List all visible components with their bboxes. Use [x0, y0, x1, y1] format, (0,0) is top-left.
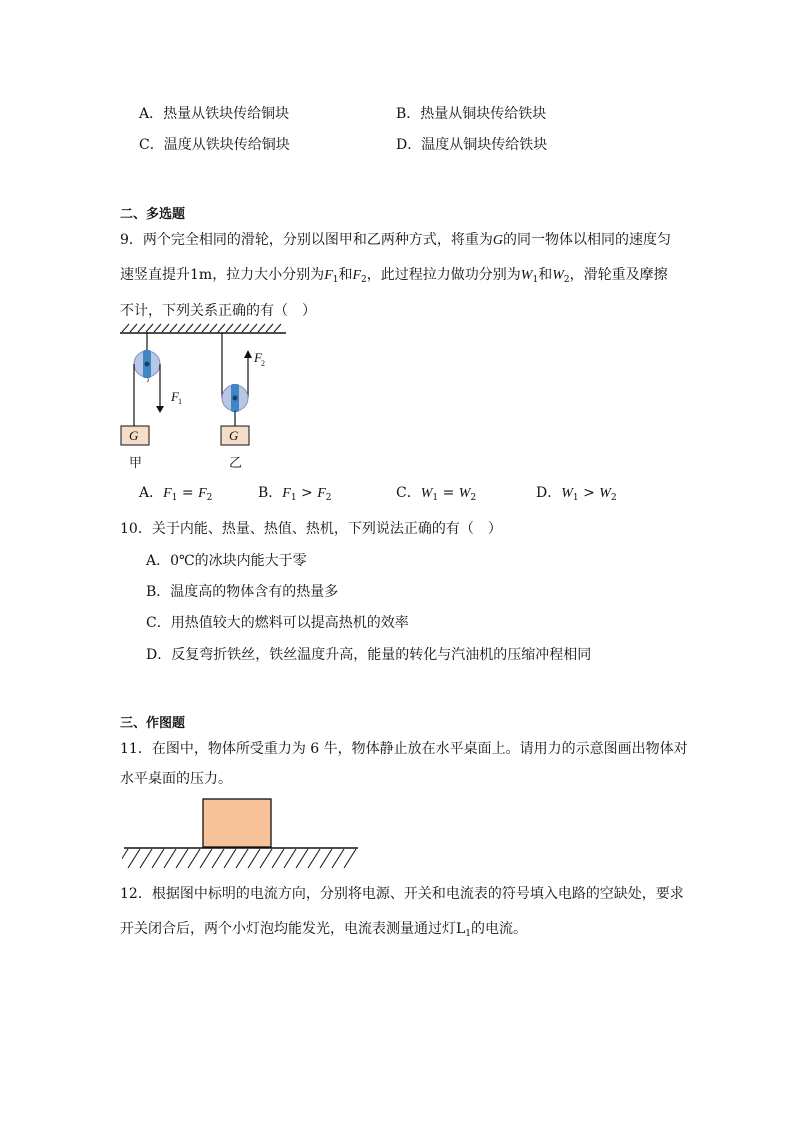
svg-text:G: G: [229, 428, 239, 443]
q8-option-c: C．温度从铁块传给铜块: [139, 137, 290, 153]
f2-label: F: [254, 350, 262, 365]
table-hatch: [122, 849, 356, 868]
q11-stem-line1: 11．在图中，物体所受重力为 6 牛，物体静止放在水平桌面上。请用力的示意图画出物体对: [120, 741, 688, 757]
q9-option-c: C．$W_1 = W_2$: [396, 485, 477, 503]
q10-option-b: B．温度高的物体含有的热量多: [146, 584, 339, 600]
q9-stem-line2: 速竖直提升1m，拉力大小分别为$F_1$和$F_2$，此过程拉力做功分别为$W_1$和$W_2$，滑轮重及摩擦: [120, 267, 668, 285]
ceiling-hatch: [122, 324, 281, 332]
f1-label: F: [171, 389, 179, 404]
q9-stem-line3: 不计，下列关系正确的有（ ）: [120, 303, 316, 319]
f1-label-sub: 1: [178, 397, 182, 406]
section-title-multiple-choice: 二、多选题: [120, 207, 186, 222]
object-block: [203, 799, 271, 847]
q9-option-a: A．$F_1 = F_2$: [139, 485, 213, 503]
label-yi: 乙: [229, 455, 243, 470]
q9-option-b: B．$F_1 > F_2$: [258, 485, 332, 503]
f1-arrow-head: [156, 406, 164, 413]
q10-option-a: A．0℃的冰块内能大于零: [146, 553, 307, 569]
section-title-drawing: 三、作图题: [120, 716, 186, 731]
q12-stem-line1: 12．根据图中标明的电流方向，分别将电源、开关和电流表的符号填入电路的空缺处，要求: [120, 886, 684, 902]
q8-option-b: B．热量从铜块传给铁块: [396, 106, 547, 122]
q12-stem-line2: 开关闭合后，两个小灯泡均能发光，电流表测量通过灯$L_1$的电流。: [120, 921, 528, 939]
block-on-table-figure: [122, 796, 360, 872]
f2-arrow-head: [244, 350, 252, 358]
pulley-figure: [118, 322, 288, 472]
label-jia: 甲: [129, 455, 143, 470]
q11-stem-line2: 水平桌面的压力。: [120, 771, 232, 787]
f2-label-sub: 2: [261, 359, 265, 368]
q8-option-a: A．热量从铁块传给铜块: [139, 106, 290, 122]
q10-option-c: C．用热值较大的燃料可以提高热机的效率: [146, 615, 409, 631]
q8-option-d: D．温度从铜块传给铁块: [396, 137, 548, 153]
q9-stem-line1: 9．两个完全相同的滑轮，分别以图甲和乙两种方式，将重为G的同一物体以相同的速度匀: [120, 232, 672, 248]
q10-stem: 10．关于内能、热量、热值、热机，下列说法正确的有（ ）: [120, 521, 502, 537]
svg-text:G: G: [129, 428, 139, 443]
q10-option-d: D．反复弯折铁丝，铁丝温度升高，能量的转化与汽油机的压缩冲程相同: [146, 647, 592, 663]
q9-option-d: D．$W_1 > W_2$: [536, 485, 617, 503]
